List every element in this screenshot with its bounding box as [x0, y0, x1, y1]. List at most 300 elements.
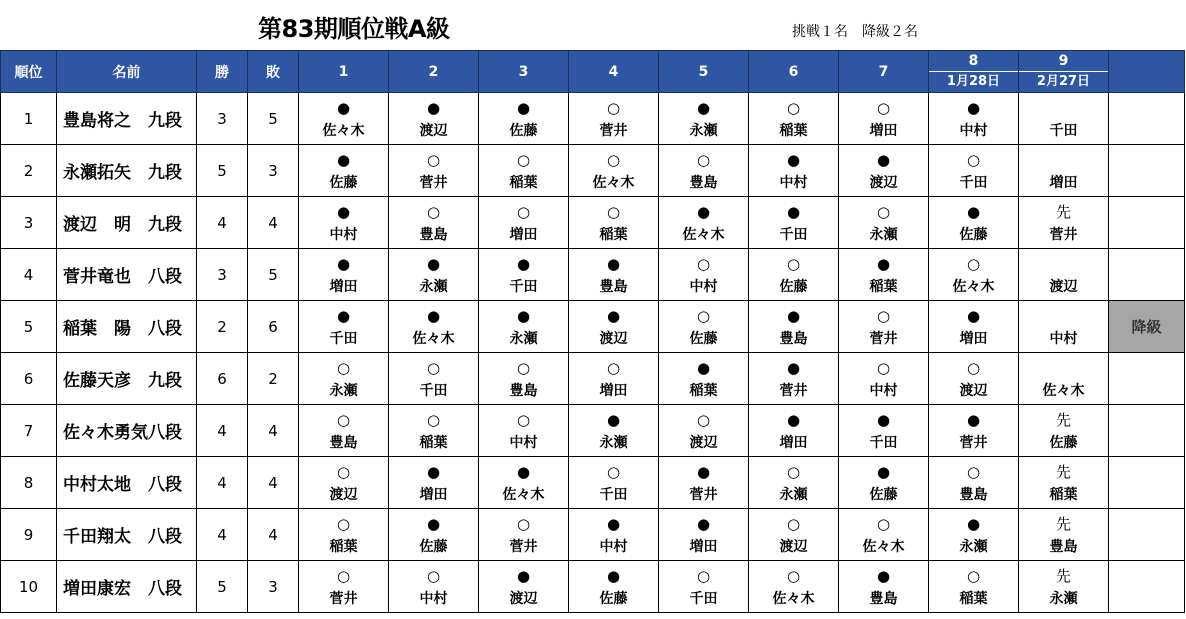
game-cell [749, 353, 839, 405]
player-name: 佐々木勇気八段 [57, 405, 197, 457]
header-round-8-date: 1月28日 [946, 74, 1001, 89]
opponent-name: 佐々木 [592, 175, 635, 191]
player-losses: 4 [248, 457, 299, 509]
result-mark: ● [966, 515, 981, 533]
header-round-2: 2 [389, 51, 479, 93]
result-mark: ● [516, 307, 531, 325]
game-cell [569, 509, 659, 561]
opponent-name: 菅井 [329, 591, 358, 607]
player-rank: 6 [1, 353, 57, 405]
game-cell [569, 93, 659, 145]
opponent-name: 佐々木 [862, 539, 905, 555]
result-mark: ● [876, 255, 891, 273]
player-rank: 8 [1, 457, 57, 509]
game-cell [1019, 197, 1109, 249]
game-cell [839, 301, 929, 353]
result-mark: ○ [966, 567, 981, 585]
table-row [1, 457, 1185, 509]
game-cell [929, 301, 1019, 353]
game-cell [299, 561, 389, 613]
player-losses: 2 [248, 353, 299, 405]
rules-note: 挑戦１名 降級２名 [792, 24, 918, 40]
header-round-9-number: 9 [1019, 51, 1108, 72]
opponent-name: 永瀬 [329, 383, 358, 399]
opponent-name: 中村 [329, 227, 358, 243]
opponent-name: 中村 [509, 435, 538, 451]
game-cell [659, 197, 749, 249]
game-cell [389, 353, 479, 405]
game-cell [299, 249, 389, 301]
result-mark: ● [786, 203, 801, 221]
opponent-name: 渡辺 [1049, 279, 1078, 295]
opponent-name: 佐藤 [869, 487, 898, 503]
header-losses: 敗 [248, 51, 299, 93]
player-name: 菅井竜也 八段 [57, 249, 197, 301]
result-mark: ● [426, 307, 441, 325]
header-round-1: 1 [299, 51, 389, 93]
opponent-name: 菅井 [509, 539, 538, 555]
table-row [1, 509, 1185, 561]
player-wins: 4 [197, 197, 248, 249]
result-mark: ○ [606, 99, 621, 117]
result-mark: 先 [1055, 411, 1071, 429]
opponent-name: 佐々木 [502, 487, 545, 503]
result-mark: ● [786, 307, 801, 325]
opponent-name: 佐藤 [959, 227, 988, 243]
game-cell [389, 93, 479, 145]
player-losses: 5 [248, 249, 299, 301]
opponent-name: 増田 [419, 487, 448, 503]
result-mark: ● [966, 99, 981, 117]
opponent-name: 豊島 [779, 331, 808, 347]
opponent-name: 増田 [779, 435, 808, 451]
result-mark: ○ [516, 359, 531, 377]
game-cell [479, 301, 569, 353]
player-rank: 7 [1, 405, 57, 457]
game-cell [389, 509, 479, 561]
opponent-name: 豊島 [689, 175, 718, 191]
game-cell [929, 457, 1019, 509]
status-note [1109, 353, 1185, 405]
opponent-name: 中村 [599, 539, 628, 555]
result-mark: ○ [696, 567, 711, 585]
game-cell [659, 509, 749, 561]
opponent-name: 永瀬 [419, 279, 448, 295]
opponent-name: 永瀬 [779, 487, 808, 503]
game-cell [479, 353, 569, 405]
game-cell [389, 457, 479, 509]
opponent-name: 佐藤 [509, 123, 538, 139]
header-round-4: 4 [569, 51, 659, 93]
result-mark: ● [786, 411, 801, 429]
game-cell [479, 197, 569, 249]
opponent-name: 豊島 [329, 435, 358, 451]
player-name: 豊島将之 九段 [57, 93, 197, 145]
result-mark: ○ [696, 151, 711, 169]
header-round-3: 3 [479, 51, 569, 93]
game-cell [659, 93, 749, 145]
result-mark: ● [336, 99, 351, 117]
game-cell [479, 249, 569, 301]
result-mark: ○ [516, 515, 531, 533]
game-cell [659, 561, 749, 613]
player-wins: 5 [197, 561, 248, 613]
opponent-name: 千田 [869, 435, 898, 451]
game-cell [929, 353, 1019, 405]
game-cell [569, 197, 659, 249]
player-name: 渡辺 明 九段 [57, 197, 197, 249]
result-mark: ○ [696, 255, 711, 273]
result-mark: ● [336, 203, 351, 221]
game-cell [479, 405, 569, 457]
result-mark: ● [516, 255, 531, 273]
opponent-name: 佐藤 [329, 175, 358, 191]
opponent-name: 佐藤 [419, 539, 448, 555]
opponent-name: 渡辺 [419, 123, 448, 139]
result-mark: ● [606, 307, 621, 325]
opponent-name: 豊島 [509, 383, 538, 399]
game-cell [389, 561, 479, 613]
game-cell [749, 249, 839, 301]
result-mark: ○ [336, 463, 351, 481]
table-row [1, 301, 1185, 353]
player-losses: 6 [248, 301, 299, 353]
game-cell [659, 457, 749, 509]
result-mark: ○ [516, 151, 531, 169]
player-wins: 4 [197, 405, 248, 457]
result-mark: ● [966, 203, 981, 221]
game-cell [299, 93, 389, 145]
result-mark: ○ [336, 359, 351, 377]
game-cell [749, 145, 839, 197]
player-losses: 4 [248, 197, 299, 249]
opponent-name: 菅井 [599, 123, 628, 139]
result-mark: ○ [966, 255, 981, 273]
opponent-name: 渡辺 [599, 331, 628, 347]
standings-table [0, 50, 1185, 613]
opponent-name: 稲葉 [689, 383, 718, 399]
result-mark: 先 [1055, 567, 1071, 585]
result-mark: ● [606, 255, 621, 273]
opponent-name: 稲葉 [599, 227, 628, 243]
status-note [1109, 249, 1185, 301]
result-mark: ○ [516, 411, 531, 429]
game-cell [299, 353, 389, 405]
player-wins: 4 [197, 457, 248, 509]
standings-body [1, 93, 1185, 613]
table-row [1, 353, 1185, 405]
game-cell [749, 457, 839, 509]
result-mark: ● [876, 463, 891, 481]
opponent-name: 渡辺 [779, 539, 808, 555]
player-wins: 5 [197, 145, 248, 197]
game-cell [1019, 353, 1109, 405]
player-rank: 5 [1, 301, 57, 353]
result-mark: ○ [426, 359, 441, 377]
game-cell [479, 457, 569, 509]
player-wins: 3 [197, 249, 248, 301]
game-cell [569, 145, 659, 197]
game-cell [749, 509, 839, 561]
game-cell [389, 301, 479, 353]
table-row [1, 405, 1185, 457]
player-name: 永瀬拓矢 九段 [57, 145, 197, 197]
game-cell [1019, 249, 1109, 301]
result-mark: ○ [426, 203, 441, 221]
opponent-name: 千田 [1049, 123, 1078, 139]
game-cell [839, 561, 929, 613]
game-cell [839, 405, 929, 457]
result-mark: ○ [336, 515, 351, 533]
opponent-name: 渡辺 [959, 383, 988, 399]
opponent-name: 千田 [689, 591, 718, 607]
game-cell [929, 249, 1019, 301]
table-row [1, 145, 1185, 197]
opponent-name: 豊島 [419, 227, 448, 243]
game-cell [389, 249, 479, 301]
player-name: 稲葉 陽 八段 [57, 301, 197, 353]
result-mark: ● [426, 255, 441, 273]
game-cell [659, 405, 749, 457]
opponent-name: 渡辺 [329, 487, 358, 503]
game-cell [749, 301, 839, 353]
game-cell [929, 561, 1019, 613]
opponent-name: 中村 [689, 279, 718, 295]
opponent-name: 永瀬 [599, 435, 628, 451]
result-mark: ○ [786, 515, 801, 533]
opponent-name: 増田 [509, 227, 538, 243]
result-mark: ○ [786, 255, 801, 273]
result-mark [1019, 358, 1108, 378]
player-wins: 2 [197, 301, 248, 353]
result-mark: ○ [876, 359, 891, 377]
result-mark: ○ [336, 567, 351, 585]
opponent-name: 永瀬 [1049, 591, 1078, 607]
result-mark: ● [696, 359, 711, 377]
opponent-name: 中村 [959, 123, 988, 139]
result-mark: ● [606, 567, 621, 585]
game-cell [569, 249, 659, 301]
result-mark: ○ [876, 99, 891, 117]
opponent-name: 永瀬 [959, 539, 988, 555]
result-mark: ○ [966, 151, 981, 169]
result-mark: ● [696, 99, 711, 117]
opponent-name: 菅井 [779, 383, 808, 399]
opponent-name: 豊島 [959, 487, 988, 503]
player-losses: 3 [248, 145, 299, 197]
game-cell [929, 145, 1019, 197]
result-mark: ● [516, 463, 531, 481]
game-cell [929, 405, 1019, 457]
opponent-name: 佐藤 [689, 331, 718, 347]
header-rank: 順位 [1, 51, 57, 93]
game-cell [569, 353, 659, 405]
result-mark: ○ [426, 151, 441, 169]
game-cell [929, 197, 1019, 249]
game-cell [479, 561, 569, 613]
game-cell [659, 353, 749, 405]
game-cell [299, 405, 389, 457]
result-mark: ● [876, 151, 891, 169]
page-title: 第83期順位戦A級 [258, 15, 450, 43]
result-mark: ● [966, 411, 981, 429]
opponent-name: 渡辺 [509, 591, 538, 607]
game-cell [839, 457, 929, 509]
header-round-5: 5 [659, 51, 749, 93]
result-mark: ○ [606, 151, 621, 169]
opponent-name: 佐々木 [322, 123, 365, 139]
game-cell [299, 457, 389, 509]
player-rank: 3 [1, 197, 57, 249]
result-mark: ● [696, 515, 711, 533]
opponent-name: 千田 [509, 279, 538, 295]
player-name: 増田康宏 八段 [57, 561, 197, 613]
table-row [1, 93, 1185, 145]
opponent-name: 稲葉 [509, 175, 538, 191]
opponent-name: 豊島 [1049, 539, 1078, 555]
status-note [1109, 197, 1185, 249]
result-mark: ○ [516, 203, 531, 221]
game-cell [929, 93, 1019, 145]
game-cell [299, 509, 389, 561]
player-wins: 6 [197, 353, 248, 405]
result-mark: 先 [1055, 203, 1071, 221]
player-rank: 9 [1, 509, 57, 561]
status-note [1109, 405, 1185, 457]
header-name: 名前 [57, 51, 197, 93]
game-cell [479, 145, 569, 197]
result-mark: ○ [336, 411, 351, 429]
status-note [1109, 457, 1185, 509]
opponent-name: 豊島 [599, 279, 628, 295]
result-mark: ○ [966, 463, 981, 481]
game-cell [479, 509, 569, 561]
result-mark: ○ [966, 359, 981, 377]
table-row [1, 561, 1185, 613]
result-mark: 先 [1055, 463, 1071, 481]
header-round-9-date: 2月27日 [1036, 74, 1091, 89]
header-row [1, 51, 1185, 93]
opponent-name: 増田 [689, 539, 718, 555]
header-wins: 勝 [197, 51, 248, 93]
result-mark: 先 [1055, 515, 1071, 533]
player-losses: 4 [248, 509, 299, 561]
opponent-name: 中村 [1049, 331, 1078, 347]
result-mark: ○ [426, 411, 441, 429]
game-cell [479, 93, 569, 145]
result-mark: ● [876, 411, 891, 429]
player-losses: 3 [248, 561, 299, 613]
header-round-9 [1019, 51, 1109, 93]
game-cell [299, 197, 389, 249]
game-cell [389, 197, 479, 249]
opponent-name: 菅井 [689, 487, 718, 503]
game-cell [839, 249, 929, 301]
game-cell [659, 249, 749, 301]
result-mark: ● [336, 255, 351, 273]
result-mark: ○ [696, 411, 711, 429]
game-cell [1019, 509, 1109, 561]
opponent-name: 増田 [959, 331, 988, 347]
game-cell [299, 145, 389, 197]
opponent-name: 千田 [599, 487, 628, 503]
opponent-name: 千田 [959, 175, 988, 191]
player-rank: 4 [1, 249, 57, 301]
result-mark: ● [336, 307, 351, 325]
game-cell [1019, 561, 1109, 613]
result-mark: ○ [786, 463, 801, 481]
opponent-name: 千田 [419, 383, 448, 399]
header-note [1109, 51, 1185, 93]
opponent-name: 稲葉 [779, 123, 808, 139]
result-mark: ● [606, 411, 621, 429]
opponent-name: 佐々木 [1042, 383, 1085, 399]
result-mark: ● [426, 99, 441, 117]
result-mark: ● [516, 99, 531, 117]
result-mark: ● [786, 359, 801, 377]
header-round-7: 7 [839, 51, 929, 93]
player-rank: 1 [1, 93, 57, 145]
result-mark: ○ [606, 203, 621, 221]
game-cell [929, 509, 1019, 561]
status-note: 降級 [1109, 301, 1185, 353]
opponent-name: 佐藤 [599, 591, 628, 607]
player-rank: 2 [1, 145, 57, 197]
opponent-name: 渡辺 [689, 435, 718, 451]
player-losses: 4 [248, 405, 299, 457]
game-cell [839, 353, 929, 405]
game-cell [749, 93, 839, 145]
result-mark: ● [516, 567, 531, 585]
game-cell [1019, 145, 1109, 197]
player-name: 佐藤天彦 九段 [57, 353, 197, 405]
opponent-name: 中村 [419, 591, 448, 607]
game-cell [839, 509, 929, 561]
player-losses: 5 [248, 93, 299, 145]
opponent-name: 菅井 [419, 175, 448, 191]
result-mark [1019, 150, 1108, 170]
game-cell [1019, 457, 1109, 509]
status-note [1109, 561, 1185, 613]
result-mark: ● [696, 463, 711, 481]
opponent-name: 稲葉 [419, 435, 448, 451]
opponent-name: 佐々木 [682, 227, 725, 243]
player-rank: 10 [1, 561, 57, 613]
result-mark: ● [606, 515, 621, 533]
result-mark: ○ [606, 463, 621, 481]
game-cell [569, 405, 659, 457]
status-note [1109, 145, 1185, 197]
status-note [1109, 93, 1185, 145]
header-round-8-number: 8 [929, 51, 1018, 72]
opponent-name: 稲葉 [959, 591, 988, 607]
game-cell [839, 93, 929, 145]
opponent-name: 佐藤 [779, 279, 808, 295]
opponent-name: 稲葉 [329, 539, 358, 555]
game-cell [389, 145, 479, 197]
result-mark: ● [966, 307, 981, 325]
result-mark: ● [696, 203, 711, 221]
opponent-name: 菅井 [959, 435, 988, 451]
opponent-name: 渡辺 [869, 175, 898, 191]
game-cell [569, 457, 659, 509]
header-round-8 [929, 51, 1019, 93]
game-cell [749, 405, 839, 457]
game-cell [1019, 301, 1109, 353]
table-row [1, 197, 1185, 249]
game-cell [839, 197, 929, 249]
result-mark: ○ [786, 99, 801, 117]
